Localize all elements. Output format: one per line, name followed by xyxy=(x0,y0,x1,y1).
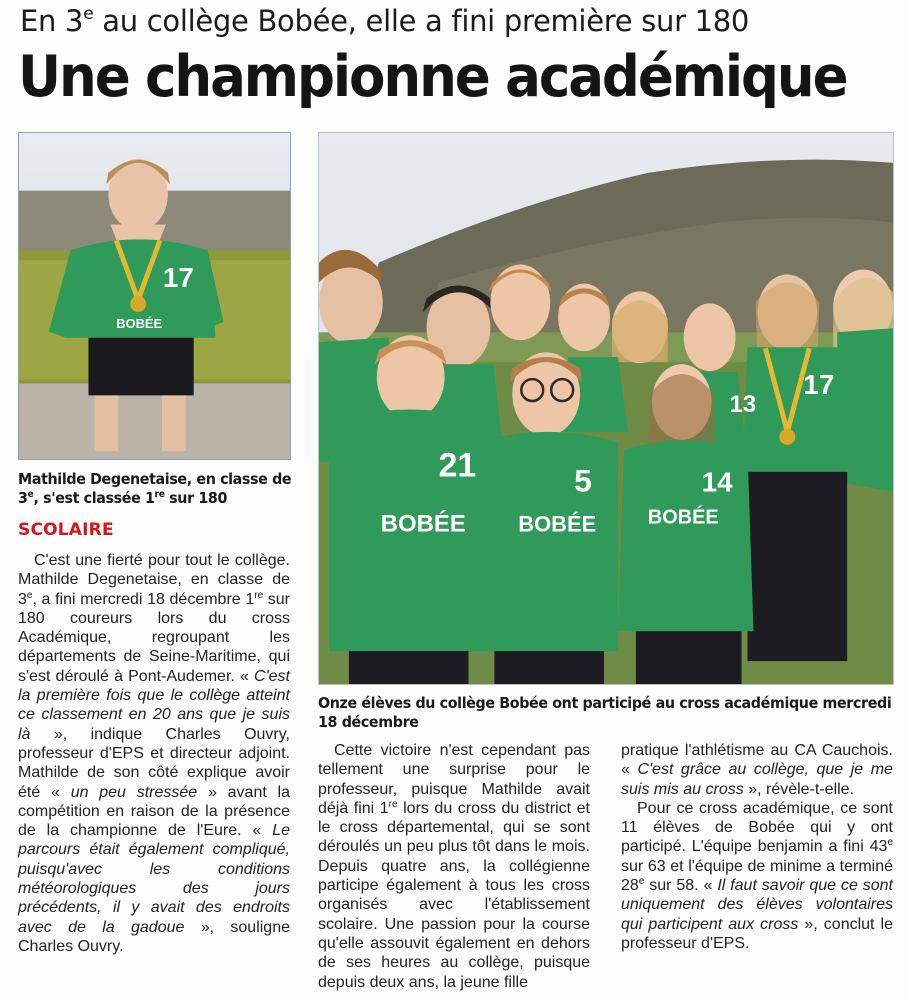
caption-sup: e xyxy=(27,489,34,500)
article-column-3 xyxy=(621,741,893,953)
portrait-jersey-number: 17 xyxy=(162,262,194,294)
paragraph: Pour ce cross académique, ce sont 11 élèves de Bobée qui y ont participé. L'équipe benjamin a fini 43e sur 63 et l'équipe de minime a terminé 28e sur 58. « Il faut savoir que ce sont uniquement des élèves volontaires qui participent aux cross », conclut le professeur d'EPS. xyxy=(621,799,894,952)
article-column-1 xyxy=(18,551,290,956)
portrait-illustration xyxy=(19,133,290,459)
paragraph: Cette victoire n'est cependant pas tellement une surprise pour le professeur, puisque Mathilde avait déjà fini 1re lors du cross du district et le cross départemental, qui se sont déroulés un peu plus tôt dans le mois. Depuis quatre ans, la collégienne participe également à tous les cross organisés avec l'établissement scolaire. Une passion pour la course qu'elle assouvit également en dehors de ses heures au collège, puisque depuis deux ans, la jeune fille xyxy=(318,742,591,991)
article-headline: Une championne académique xyxy=(18,44,847,110)
kicker-text-end: au collège Bobée, elle a fini première sur 180 xyxy=(93,4,750,38)
group-illustration xyxy=(319,133,893,684)
group-photo xyxy=(318,132,894,685)
article-column-2 xyxy=(318,741,590,992)
paragraph: C'est une fierté pour tout le collège. Mathilde Degenetaise, en classe de 3e, a fini mercredi 18 décembre 1re sur 180 coureurs lors du cross Académique, regroupant les départements de Seine-Maritime, qui s'est déroulé à Pont-Audemer. « C'est la première fois que le collège atteint ce classement en 20 ans que je suis là », indique Charles Ouvry, professeur d'EPS et directeur adjoint. Mathilde de son côté explique avoir été « un peu stressée » avant la compétition en raison de la présence de la championne de l'Eure. « Le parcours était également compliqué, puisqu'avec les conditions météorologiques des jours précédents, il y avait des endroits avec de la gadoue », souligne Charles Ouvry. xyxy=(18,552,291,955)
caption-part: sur 180 xyxy=(164,489,228,507)
jersey-text-3: BOBÉE xyxy=(647,506,719,529)
jersey-number-5: 5 xyxy=(574,462,592,499)
jersey-number-21: 21 xyxy=(438,446,477,485)
caption-part: , s'est classée 1 xyxy=(33,489,155,507)
kicker-text: En 3 xyxy=(20,4,84,38)
section-rubric: SCOLAIRE xyxy=(18,520,114,540)
portrait-photo xyxy=(18,132,291,460)
kicker-superscript: e xyxy=(83,4,94,24)
portrait-caption xyxy=(18,470,291,508)
caption-part: Mathilde Degenetaise, en classe de 3 xyxy=(18,470,292,507)
jersey-text-1: BOBÉE xyxy=(380,510,466,538)
jersey-number-14: 14 xyxy=(701,466,733,498)
jersey-number-13: 13 xyxy=(729,390,757,418)
paragraph-continued: pratique l'athlétisme au CA Cauchois. « C'est grâce au collège, que je me suis mis au cross », révèle-t-elle. xyxy=(621,742,893,798)
caption-sup: re xyxy=(154,489,165,500)
jersey-text-2: BOBÉE xyxy=(518,511,597,537)
group-photo-caption: Onze élèves du collège Bobée ont participé au cross académique mercredi 18 décembre xyxy=(318,694,892,731)
article-kicker xyxy=(20,4,900,38)
jersey-number-17: 17 xyxy=(803,369,835,401)
portrait-jersey-text: BOBÉE xyxy=(116,315,163,331)
